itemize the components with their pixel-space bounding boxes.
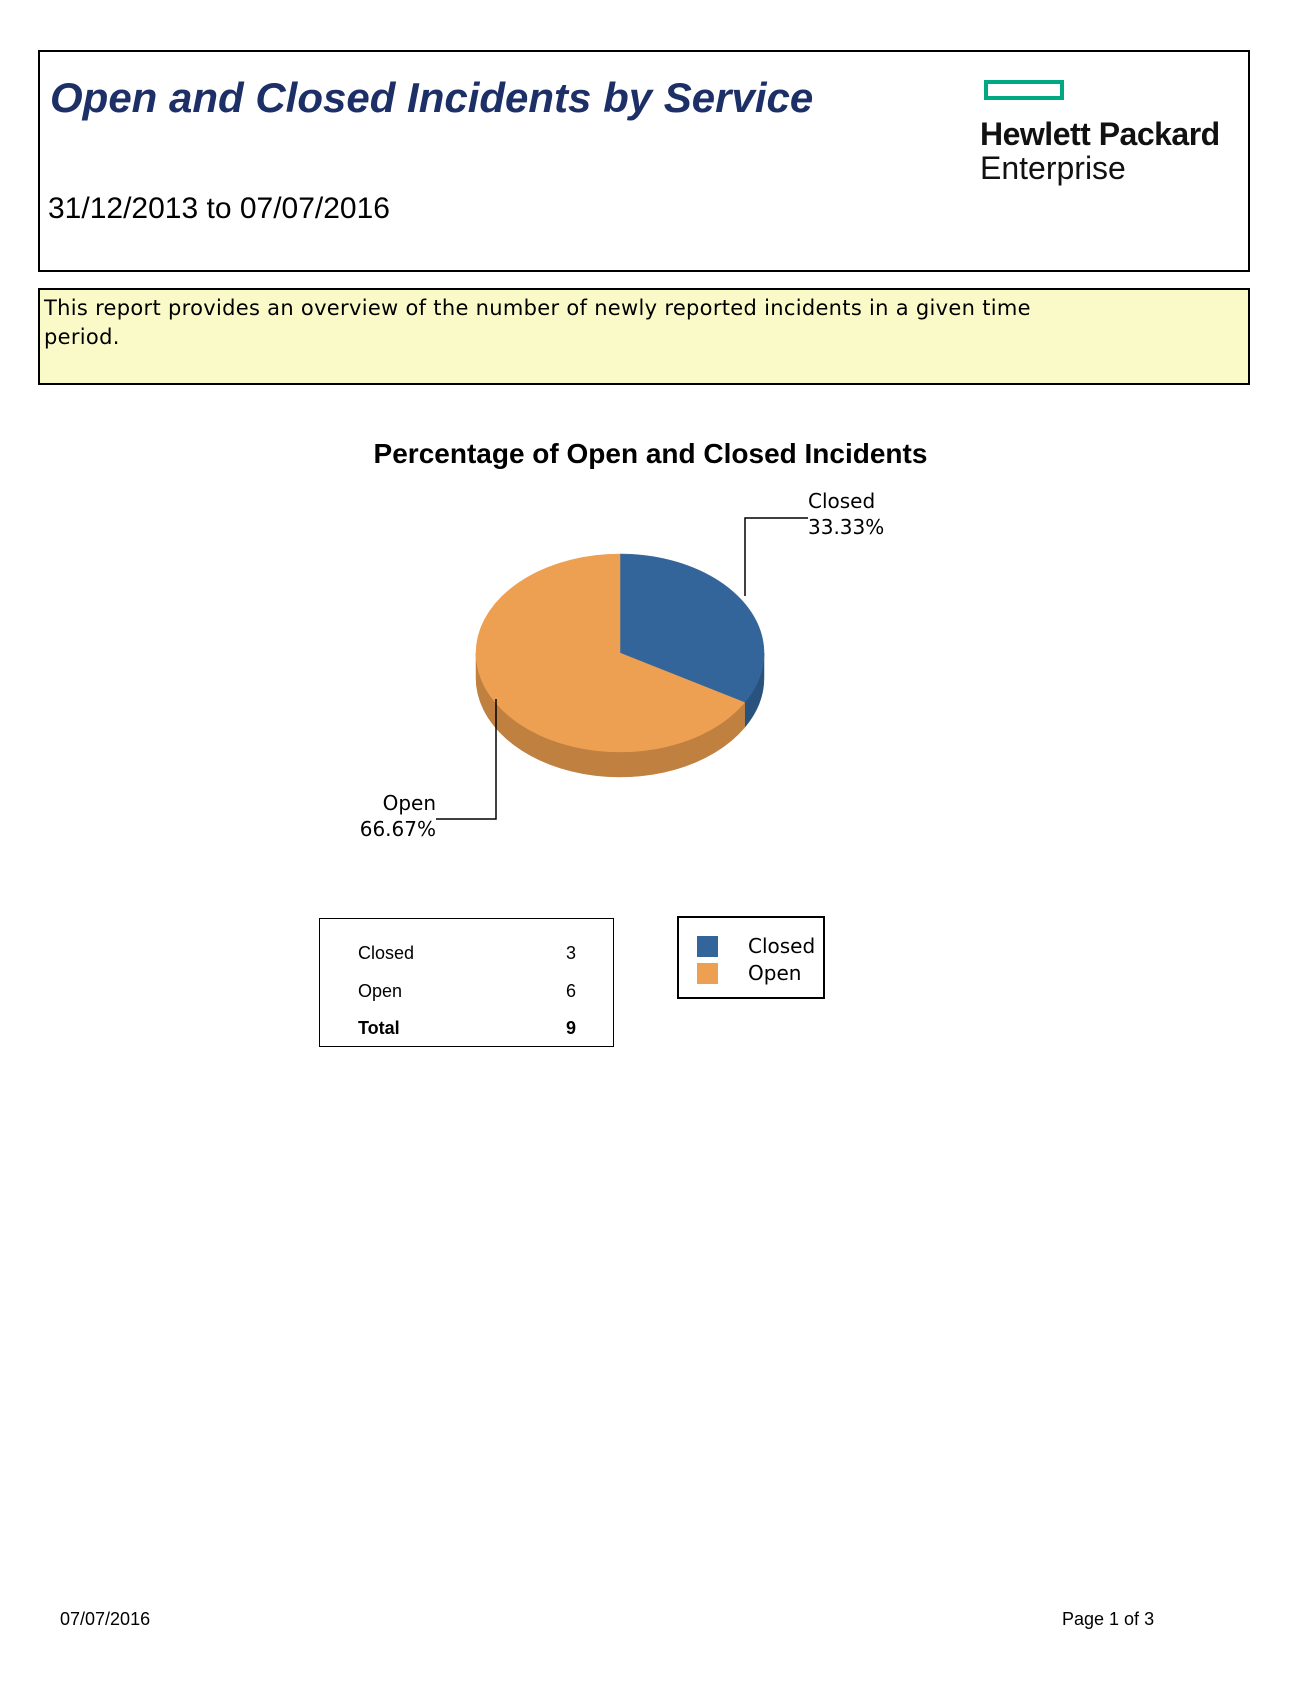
leader-line-closed <box>745 518 808 596</box>
legend-label: Closed <box>748 934 816 958</box>
slice-percent-open: 66.67% <box>359 817 436 841</box>
legend-label: Open <box>748 961 802 985</box>
legend-swatch-closed <box>697 936 718 957</box>
chart-legend <box>677 916 825 999</box>
slice-label-open: Open <box>382 791 436 815</box>
total-value: 9 <box>565 1018 576 1038</box>
slice-percent-closed: 33.33% <box>808 515 885 539</box>
page-number: Page 1 of 3 <box>1062 1609 1155 1629</box>
summary-table <box>319 918 614 1047</box>
report-title: Open and Closed Incidents by Service <box>50 74 814 121</box>
logo-text-line2: Enterprise <box>980 150 1126 186</box>
date-range: 31/12/2013 to 07/07/2016 <box>48 192 390 225</box>
footer-date: 07/07/2016 <box>60 1609 151 1629</box>
row-value: 6 <box>565 981 576 1001</box>
row-value: 3 <box>565 943 576 963</box>
row-label: Closed <box>358 943 415 963</box>
leader-line-open <box>436 699 496 819</box>
legend-swatch-open <box>697 963 718 984</box>
report-description: This report provides an overview of the number of newly reported incidents in a given time period. <box>44 296 1031 349</box>
logo-text-line1: Hewlett Packard <box>980 116 1220 152</box>
chart-title: Percentage of Open and Closed Incidents <box>373 438 928 469</box>
total-label: Total <box>358 1018 400 1038</box>
slice-label-closed: Closed <box>808 489 876 513</box>
row-label: Open <box>358 981 403 1001</box>
